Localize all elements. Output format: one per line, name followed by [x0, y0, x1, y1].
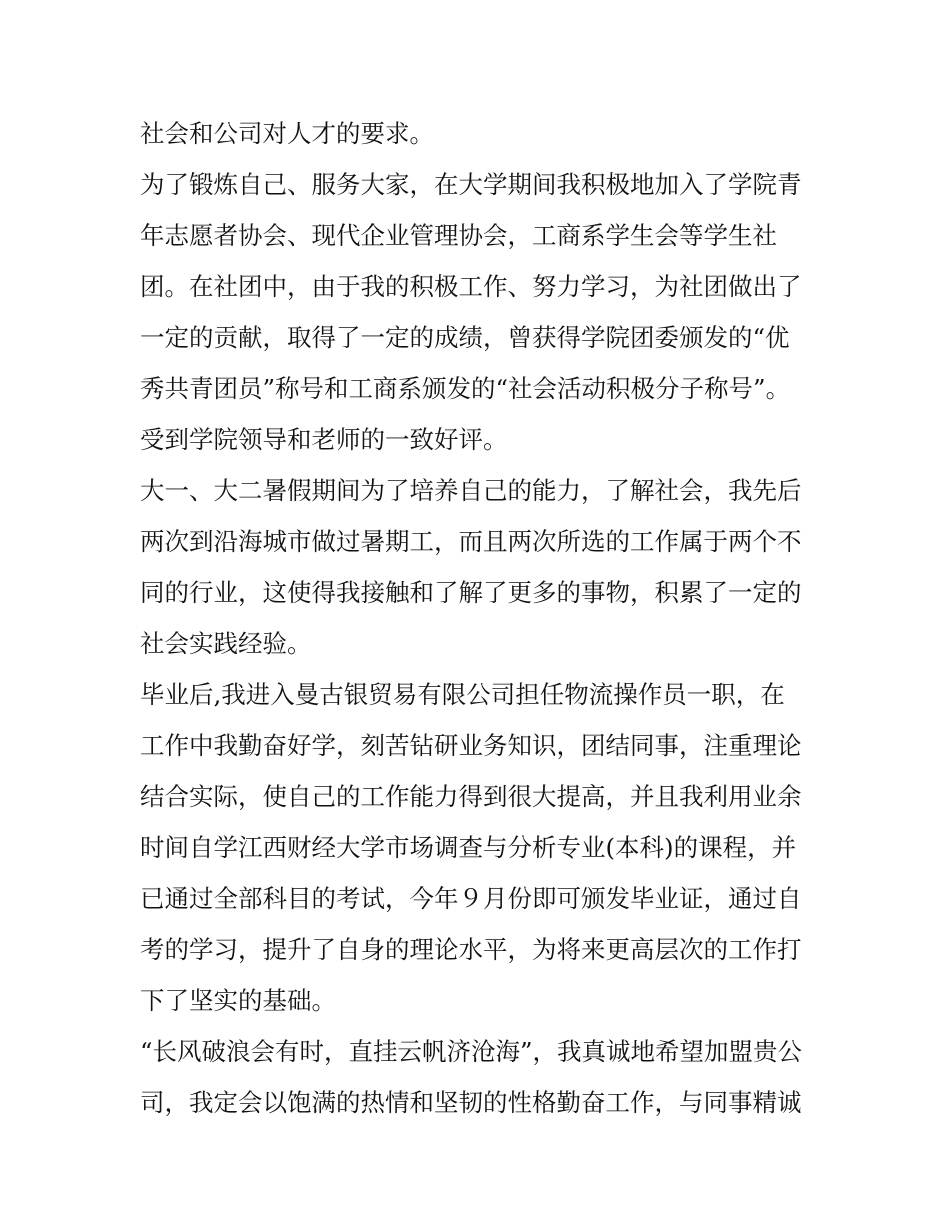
text-line: 一定的贡献，取得了一定的成绩，曾获得学院团委颁发的“优: [140, 323, 790, 352]
text-line: 工作中我勤奋好学，刻苦钻研业务知识，团结同事，注重理论: [140, 731, 802, 760]
text-line: 结合实际，使自己的工作能力得到很大提高，并且我利用业余: [140, 782, 802, 811]
text-line: 团。在社团中，由于我的积极工作、努力学习，为社团做出了: [140, 272, 802, 301]
text-line: 已通过全部科目的考试，今年９月份即可颁发毕业证，通过自: [140, 884, 802, 913]
text-line: 两次到沿海城市做过暑期工，而且两次所选的工作属于两个不: [140, 527, 802, 556]
body-text: [140, 108, 820, 1128]
text-line: 年志愿者协会、现代企业管理协会，工商系学生会等学生社: [140, 221, 777, 250]
text-line: 时间自学江西财经大学市场调查与分析专业(本科)的课程，并: [140, 833, 797, 862]
text-line: 社会和公司对人才的要求。: [140, 119, 434, 148]
text-line: 下了坚实的基础。: [140, 986, 336, 1015]
text-line: 大一、大二暑假期间为了培养自己的能力，了解社会，我先后: [140, 476, 802, 505]
text-line: “长风破浪会有时，直挂云帆济沧海”，我真诚地希望加盟贵公: [140, 1037, 803, 1066]
text-line: 为了锻炼自己、服务大家，在大学期间我积极地加入了学院青: [140, 170, 802, 199]
text-line: 考的学习，提升了自身的理论水平，为将来更高层次的工作打: [140, 935, 802, 964]
text-line: 同的行业，这使得我接触和了解了更多的事物，积累了一定的: [140, 578, 802, 607]
text-line: 毕业后,我进入曼古银贸易有限公司担任物流操作员一职，在: [140, 680, 785, 709]
text-line: 司，我定会以饱满的热情和坚韧的性格勤奋工作，与同事精诚: [140, 1088, 802, 1117]
text-line: 社会实践经验。: [140, 629, 312, 658]
text-line: 秀共青团员”称号和工商系颁发的“社会活动积极分子称号”。: [140, 374, 791, 403]
text-line: 受到学院领导和老师的一致好评。: [140, 425, 508, 454]
